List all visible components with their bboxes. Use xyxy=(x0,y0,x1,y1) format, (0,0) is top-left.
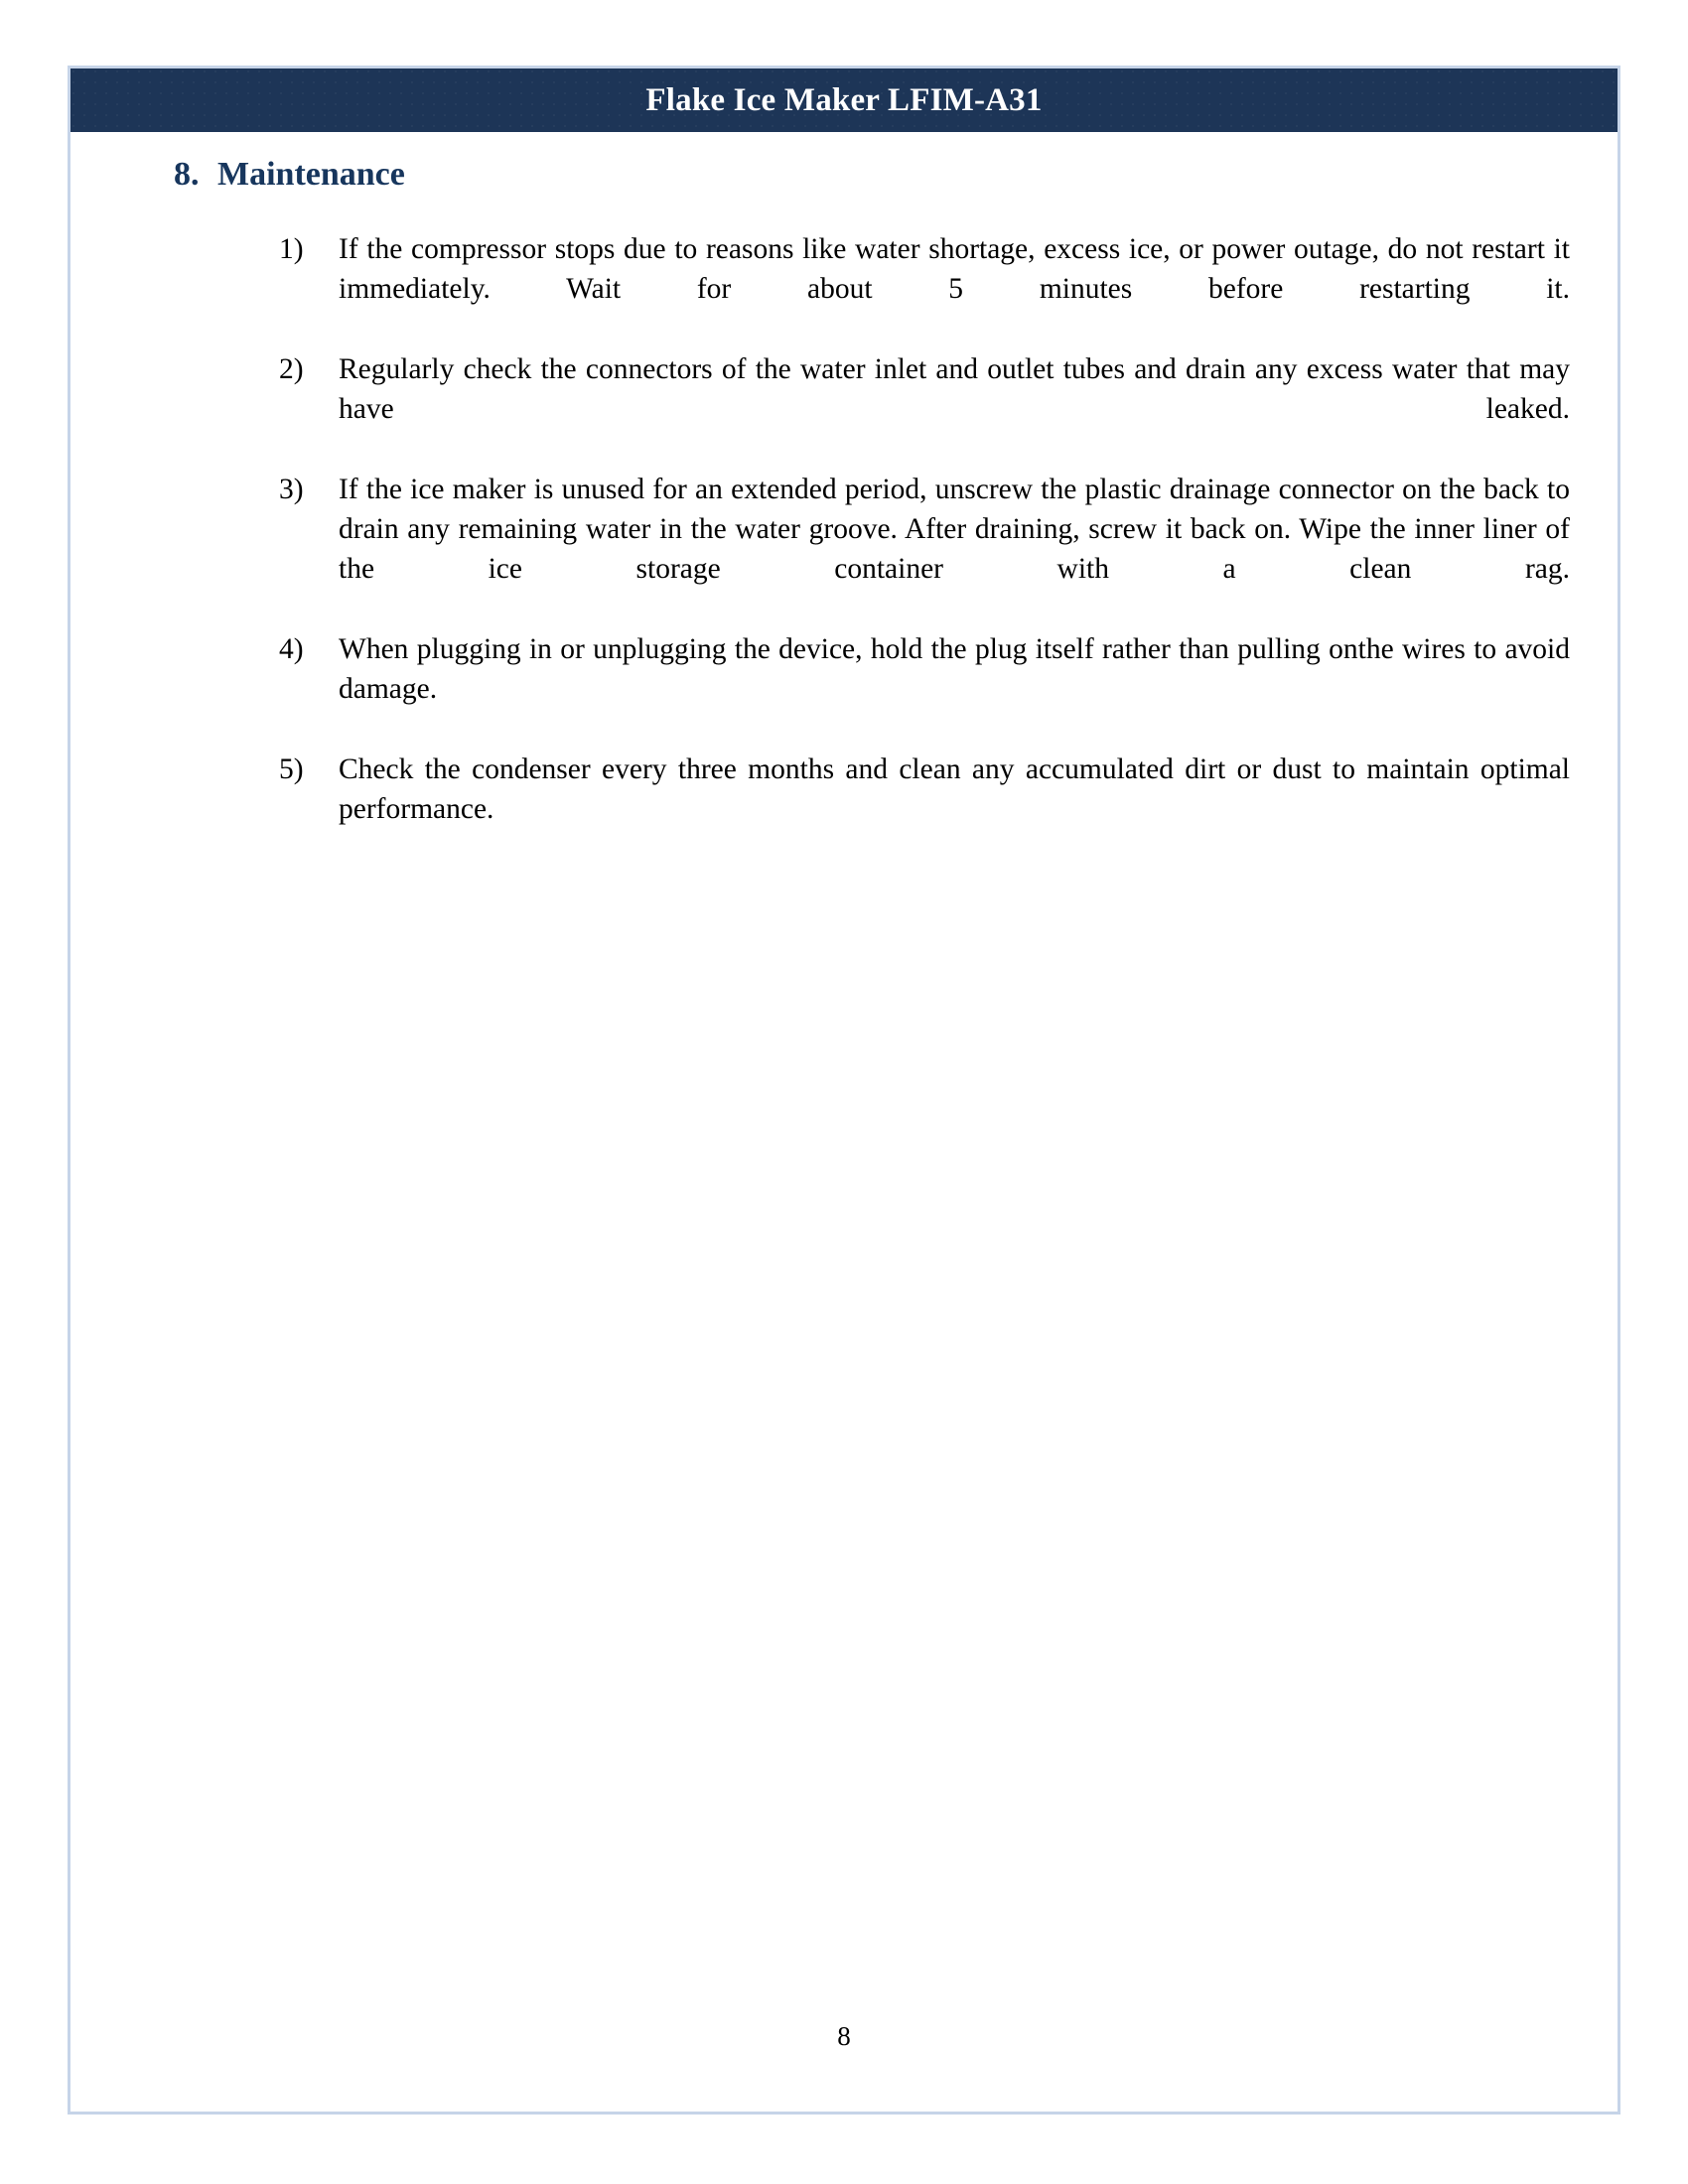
document-page xyxy=(68,66,1620,2115)
running-header-bar xyxy=(70,68,1618,132)
list-item-marker: 2) xyxy=(279,353,304,385)
page-number: 8 xyxy=(837,2021,851,2051)
list-item xyxy=(279,750,1570,869)
list-item-text: When plugging in or unplugging the device, hold the plug itself rather than pulling onthe wires to avoid damage. xyxy=(339,633,1570,705)
list-item-text: If the ice maker is unused for an extended period, unscrew the plastic drainage connector on the back to drain any remaining water in the water groove. After draining, screw it back on. Wipe the inner liner of the ice storage container with a clean rag. xyxy=(339,474,1570,585)
list-item-text: Check the condenser every three months and clean any accumulated dirt or dust to maintain optimal performance. xyxy=(339,753,1570,825)
page-title: Maintenance xyxy=(217,156,405,193)
list-item xyxy=(279,470,1570,628)
list-item-marker: 4) xyxy=(279,633,304,665)
list-item-text: Regularly check the connectors of the water inlet and outlet tubes and drain any excess water that may have leaked. xyxy=(339,353,1570,425)
list-item-text: If the compressor stops due to reasons like water shortage, excess ice, or power outage, do not restart it immediately. Wait for about 5 minutes before restarting it. xyxy=(339,233,1570,305)
list-item-marker: 3) xyxy=(279,474,304,505)
list-item xyxy=(279,229,1570,348)
page-content xyxy=(70,132,1618,2112)
document-title: Flake Ice Maker LFIM-A31 xyxy=(645,81,1043,118)
list-item xyxy=(279,629,1570,749)
section-heading xyxy=(174,156,405,193)
section-number: 8. xyxy=(174,156,200,193)
list-item xyxy=(279,349,1570,469)
list-item-marker: 5) xyxy=(279,753,304,785)
maintenance-list xyxy=(239,229,1570,870)
list-item-marker: 1) xyxy=(279,233,304,265)
